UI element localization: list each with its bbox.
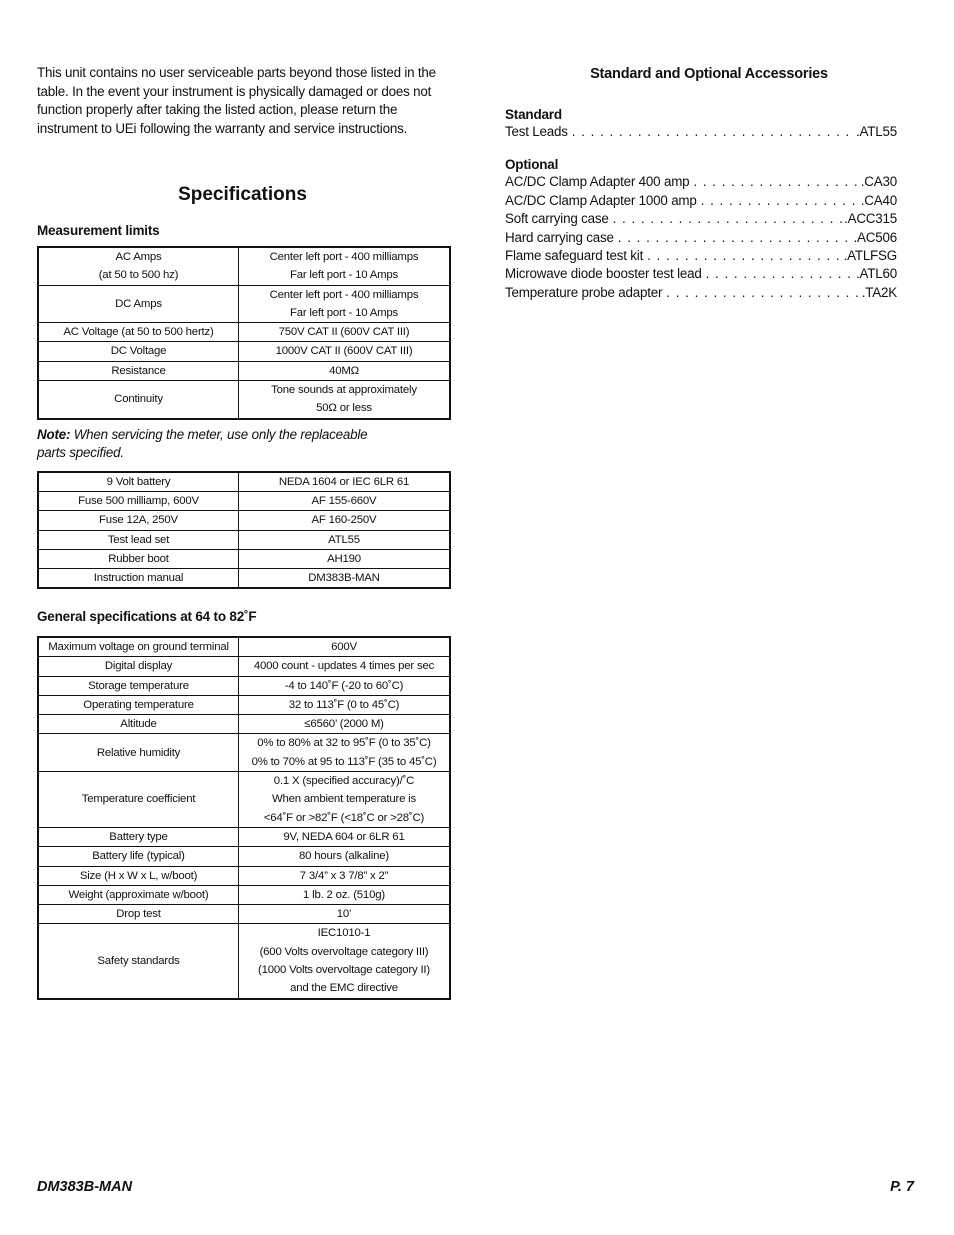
right-column	[505, 64, 897, 302]
spec-value-cell	[239, 342, 451, 361]
cell-line: Test lead set	[107, 533, 170, 546]
cell-line: and the EMC directive	[290, 982, 398, 995]
accessory-name: AC/DC Clamp Adapter 1000 amp	[505, 192, 697, 208]
dot-leader	[647, 247, 841, 265]
spec-value-cell	[239, 511, 451, 530]
standard-accessories-label: Standard	[505, 107, 562, 122]
table-row	[38, 491, 450, 510]
accessory-part-code: .TA2K	[861, 284, 897, 300]
cell-line: 50Ω or less	[316, 402, 372, 415]
footer-manual-code: DM383B-MAN	[37, 1179, 133, 1195]
cell-line: Relative humidity	[96, 746, 181, 759]
cell-line: 7 3/4” x 3 7/8” x 2”	[299, 869, 389, 882]
cell-line: Instruction manual	[93, 572, 184, 585]
table-row	[38, 569, 450, 589]
spec-label-cell	[38, 549, 239, 568]
spec-value-cell	[239, 905, 451, 924]
optional-accessories-label: Optional	[505, 157, 559, 173]
table-row	[38, 734, 450, 772]
table-row	[38, 361, 450, 380]
spec-value-cell	[239, 569, 451, 589]
accessory-item	[505, 284, 897, 302]
cell-line: Altitude	[120, 718, 157, 731]
spec-label-cell	[38, 342, 239, 361]
note-text: When servicing the meter, use only the replaceable parts specified.	[37, 426, 368, 461]
table-row	[38, 924, 450, 999]
table-row	[38, 381, 450, 419]
table-row	[38, 549, 450, 568]
cell-line: 4000 count - updates 4 times per sec	[253, 660, 435, 673]
cell-line: Storage temperature	[88, 679, 189, 692]
table-row	[38, 847, 450, 866]
cell-line: 750V CAT II (600V CAT III)	[278, 326, 410, 339]
measurement-limits-table	[37, 246, 451, 420]
dot-leader	[618, 229, 852, 247]
cell-line: Maximum voltage on ground terminal	[48, 641, 229, 653]
cell-line: <64˚F or >82˚F (<18˚C or >28˚C)	[263, 811, 425, 824]
spec-value-cell	[239, 549, 451, 568]
spec-label-cell	[38, 285, 239, 323]
spec-label-cell	[38, 827, 239, 846]
spec-label-cell	[38, 637, 239, 657]
cell-line: 40MΩ	[329, 364, 359, 377]
cell-line: (at 50 to 500 hz)	[98, 269, 179, 282]
accessory-item	[505, 229, 897, 247]
cell-line: Temperature coefficient	[81, 793, 196, 806]
cell-line: 0% to 80% at 32 to 95˚F (0 to 35˚C)	[257, 737, 431, 750]
spec-value-cell	[239, 734, 451, 772]
table-row	[38, 866, 450, 885]
spec-label-cell	[38, 885, 239, 904]
spec-value-cell	[239, 247, 451, 285]
cell-line: Drop test	[116, 908, 161, 921]
accessory-item	[505, 123, 897, 141]
cell-line: DC Voltage	[110, 345, 167, 358]
cell-line: Fuse 500 milliamp, 600V	[78, 494, 199, 507]
cell-line: 1 lb. 2 oz. (510g)	[303, 888, 385, 901]
spec-label-cell	[38, 734, 239, 772]
table-row	[38, 905, 450, 924]
table-row	[38, 695, 450, 714]
cell-line: AC Amps	[115, 251, 162, 263]
cell-line: Weight (approximate w/boot)	[68, 888, 209, 901]
spec-value-cell	[239, 847, 451, 866]
standard-accessories-list	[505, 123, 897, 141]
cell-line: AC Voltage (at 50 to 500 hertz)	[63, 326, 214, 339]
accessory-part-code: .CA40	[860, 192, 897, 208]
table-row	[38, 247, 450, 285]
general-specs-heading: General specifications at 64 to 82˚F	[37, 609, 257, 624]
table-row	[38, 637, 450, 657]
spec-value-cell	[239, 715, 451, 734]
cell-line: ≤6560’ (2000 M)	[304, 718, 384, 731]
table-row	[38, 511, 450, 530]
dot-leader	[572, 123, 854, 141]
optional-accessories-list	[505, 173, 897, 302]
accessory-part-code: .ATL55	[856, 124, 897, 139]
spec-label-cell	[38, 511, 239, 530]
accessory-part-code: .ATL60	[856, 266, 897, 282]
dot-leader	[666, 284, 860, 302]
measurement-limits-heading: Measurement limits	[37, 223, 160, 238]
cell-line: 600V	[331, 641, 357, 653]
cell-line: IEC1010-1	[317, 927, 371, 940]
spec-label-cell	[38, 772, 239, 828]
cell-line: 0.1 X (specified accuracy)/˚C	[273, 775, 415, 788]
spec-label-cell	[38, 361, 239, 380]
spec-label-cell	[38, 657, 239, 676]
accessory-part-code: .AC506	[853, 229, 897, 245]
table-row	[38, 530, 450, 549]
cell-line: 80 hours (alkaline)	[299, 850, 389, 863]
table-row	[38, 472, 450, 492]
cell-line: Center left port - 400 milliamps	[269, 288, 419, 301]
table-row	[38, 715, 450, 734]
dot-leader	[701, 192, 859, 210]
spec-label-cell	[38, 847, 239, 866]
cell-line: AF 155-660V	[311, 494, 377, 507]
accessory-part-code: .CA30	[860, 174, 897, 190]
cell-line: Resistance	[111, 364, 166, 377]
spec-value-cell	[239, 676, 451, 695]
cell-line: Operating temperature	[83, 698, 194, 711]
spec-value-cell	[239, 361, 451, 380]
spec-label-cell	[38, 924, 239, 999]
cell-line: Safety standards	[97, 954, 180, 967]
cell-line: Continuity	[114, 393, 163, 406]
table-row	[38, 772, 450, 828]
dot-leader	[706, 265, 854, 283]
cell-line: 9 Volt battery	[106, 475, 171, 488]
spec-value-cell	[239, 491, 451, 510]
cell-line: When ambient temperature is	[271, 793, 416, 806]
footer-page-number: P. 7	[890, 1179, 914, 1195]
table-row	[38, 885, 450, 904]
cell-line: Tone sounds at approximately	[271, 384, 417, 397]
spec-value-cell	[239, 924, 451, 999]
spec-value-cell	[239, 772, 451, 828]
accessory-item	[505, 247, 897, 265]
spec-value-cell	[239, 866, 451, 885]
accessory-name: Soft carrying case	[505, 211, 609, 227]
cell-line: 32 to 113˚F (0 to 45˚C)	[288, 698, 400, 711]
spec-value-cell	[239, 827, 451, 846]
spec-value-cell	[239, 381, 451, 419]
accessory-name: Flame safeguard test kit	[505, 248, 644, 264]
cell-line: AH190	[327, 552, 361, 565]
intro-paragraph: This unit contains no user serviceable parts beyond those listed in the table. In the event your instrument is physically damaged or does not function properly after taking the listed action, please return the instrument to UEi following the warranty and service instructions.	[37, 65, 436, 136]
spec-label-cell	[38, 676, 239, 695]
cell-line: 9V, NEDA 604 or 6LR 61	[283, 830, 405, 843]
dot-leader	[693, 173, 858, 191]
spec-value-cell	[239, 885, 451, 904]
cell-line: DC Amps	[115, 297, 162, 310]
spec-value-cell	[239, 285, 451, 323]
spec-label-cell	[38, 247, 239, 285]
spec-label-cell	[38, 866, 239, 885]
cell-line: ATL55	[328, 533, 360, 546]
cell-line: 10’	[336, 908, 352, 921]
cell-line: DM383B-MAN	[308, 572, 380, 585]
cell-line: AF 160-250V	[311, 514, 377, 527]
spec-label-cell	[38, 715, 239, 734]
spec-value-cell	[239, 323, 451, 342]
accessory-item	[505, 265, 897, 283]
spec-label-cell	[38, 569, 239, 589]
spec-label-cell	[38, 491, 239, 510]
cell-line: -4 to 140˚F (-20 to 60˚C)	[284, 679, 404, 692]
specifications-title: Specifications	[178, 184, 307, 205]
spec-value-cell	[239, 637, 451, 657]
cell-line: (1000 Volts overvoltage category II)	[258, 964, 430, 977]
table-row	[38, 676, 450, 695]
table-row	[38, 323, 450, 342]
spec-label-cell	[38, 695, 239, 714]
accessory-part-code: .ACC315	[844, 211, 897, 227]
table-row	[38, 657, 450, 676]
replacement-parts-table	[37, 471, 451, 590]
cell-line: Rubber boot	[108, 552, 169, 565]
spec-label-cell	[38, 323, 239, 342]
accessory-name: AC/DC Clamp Adapter 400 amp	[505, 174, 690, 190]
table-row	[38, 827, 450, 846]
spec-value-cell	[239, 530, 451, 549]
accessory-part-code: .ATLFSG	[843, 248, 897, 264]
cell-line: Size (H x W x L, w/boot)	[79, 869, 198, 882]
cell-line: Battery type	[109, 830, 168, 843]
spec-label-cell	[38, 530, 239, 549]
cell-line: Far left port - 10 Amps	[289, 306, 399, 319]
spec-value-cell	[239, 695, 451, 714]
left-column	[37, 64, 448, 1000]
accessory-name: Microwave diode booster test lead	[505, 266, 702, 282]
accessory-name: Test Leads	[505, 124, 568, 139]
cell-line: NEDA 1604 or IEC 6LR 61	[278, 475, 410, 488]
general-specs-table	[37, 636, 451, 1000]
cell-line: Battery life (typical)	[92, 850, 185, 863]
cell-line: Center left port - 400 milliamps	[269, 251, 419, 263]
cell-line: Fuse 12A, 250V	[99, 514, 178, 527]
cell-line: Far left port - 10 Amps	[289, 269, 399, 282]
accessory-item	[505, 210, 897, 228]
service-note	[37, 426, 377, 463]
table-row	[38, 285, 450, 323]
accessory-item	[505, 192, 897, 210]
accessory-item	[505, 173, 897, 191]
dot-leader	[613, 210, 842, 228]
table-row	[38, 342, 450, 361]
spec-label-cell	[38, 472, 239, 492]
accessories-title: Standard and Optional Accessories	[590, 66, 828, 82]
note-label: Note:	[37, 426, 71, 442]
accessory-name: Temperature probe adapter	[505, 284, 663, 300]
cell-line: 1000V CAT II (600V CAT III)	[275, 345, 413, 358]
spec-label-cell	[38, 905, 239, 924]
spec-label-cell	[38, 381, 239, 419]
cell-line: Digital display	[104, 660, 173, 673]
accessory-name: Hard carrying case	[505, 229, 614, 245]
spec-value-cell	[239, 657, 451, 676]
spec-value-cell	[239, 472, 451, 492]
cell-line: (600 Volts overvoltage category III)	[259, 945, 429, 958]
cell-line: 0% to 70% at 95 to 113˚F (35 to 45˚C)	[251, 755, 437, 768]
